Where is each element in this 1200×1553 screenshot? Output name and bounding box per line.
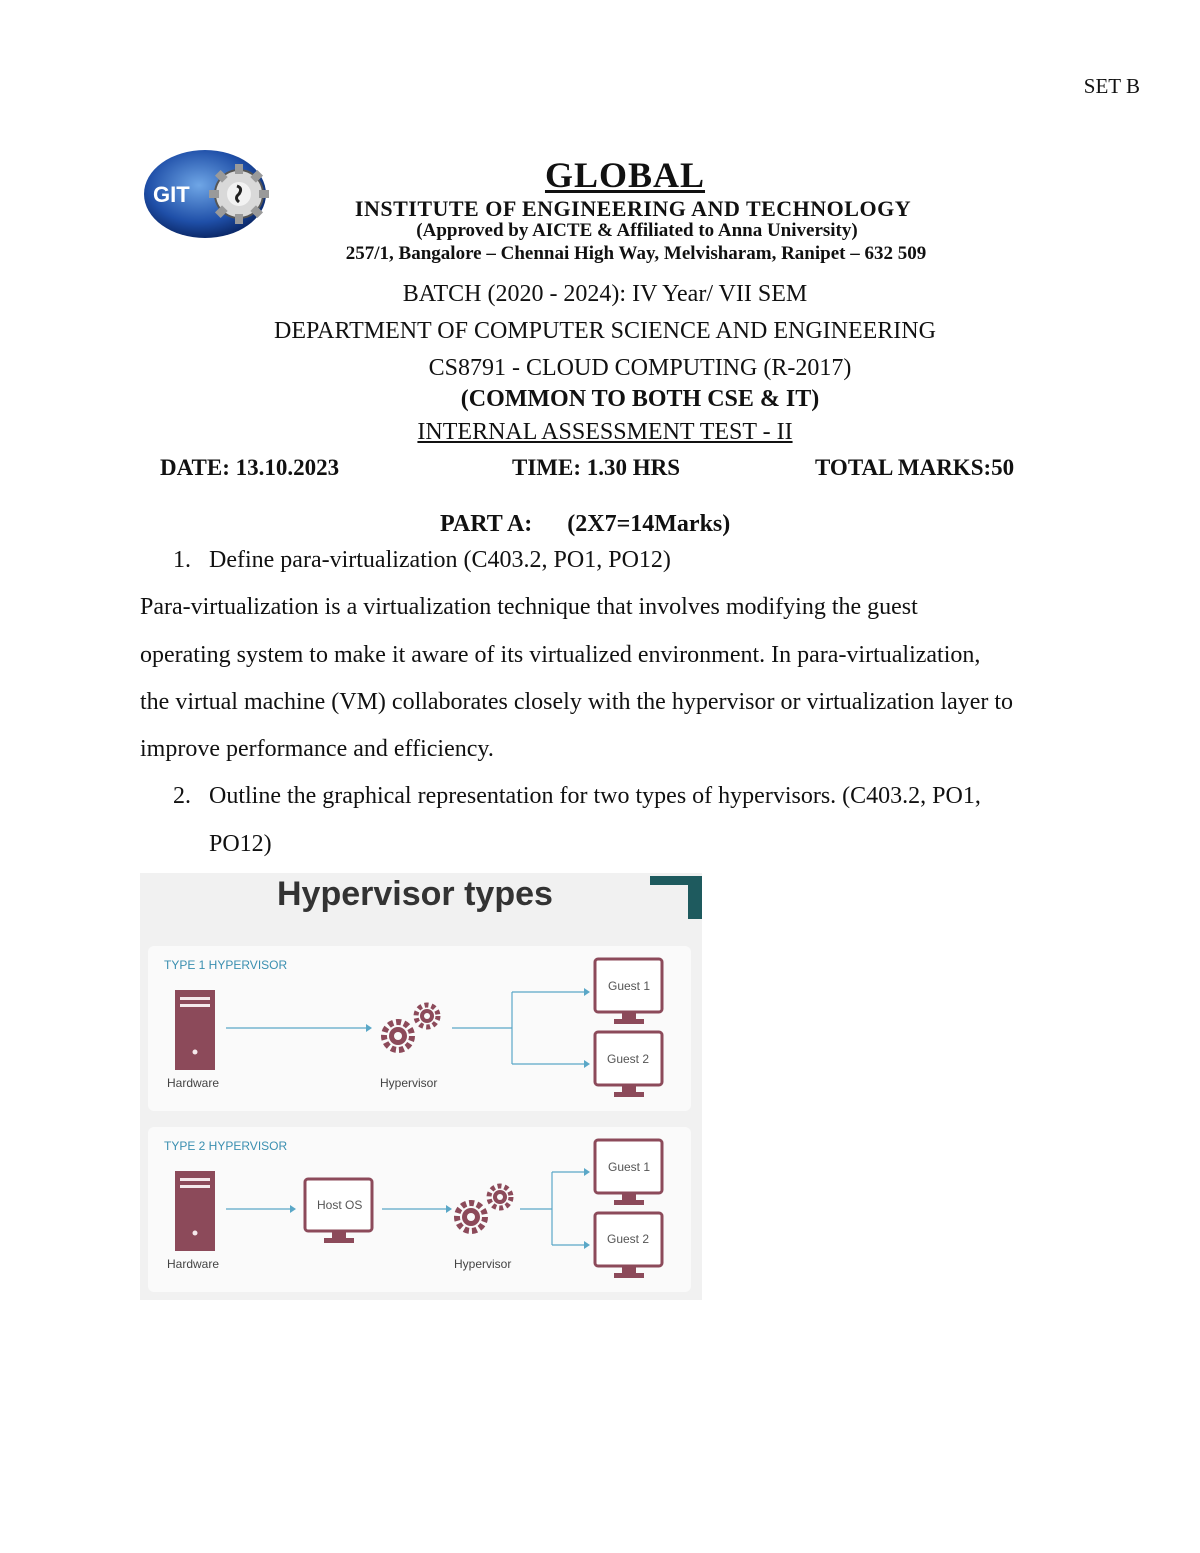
- college-name: GLOBAL: [544, 155, 706, 195]
- part-a-title: PART A:: [440, 511, 533, 537]
- part-a-heading: [440, 511, 730, 538]
- corner-bar: [650, 876, 702, 885]
- type1-heading: TYPE 1 HYPERVISOR: [164, 958, 288, 972]
- total-marks: TOTAL MARKS:50: [815, 455, 1015, 480]
- hardware-label: Hardware: [167, 1076, 220, 1090]
- guest2-label: Guest 2: [607, 1052, 650, 1066]
- answer-line: operating system to make it aware of its virtualized environment. In para-virtualization,: [140, 642, 981, 668]
- hardware-icon: [175, 1171, 215, 1251]
- part-a-marks: (2X7=14Marks): [567, 511, 731, 537]
- approval-line: (Approved by AICTE & Affiliated to Anna University): [416, 220, 858, 241]
- college-address: 257/1, Bangalore – Chennai High Way, Melvisharam, Ranipet – 632 509: [345, 243, 927, 264]
- corner-bar: [688, 885, 702, 919]
- answer-line: improve performance and efficiency.: [140, 736, 494, 762]
- exam-date: DATE: 13.10.2023: [160, 455, 340, 480]
- question-text: Define para-virtualization (C403.2, PO1, PO12): [209, 547, 671, 573]
- batch-line: BATCH (2020 - 2024): IV Year/ VII SEM: [402, 281, 808, 307]
- hardware-icon: [175, 990, 215, 1070]
- institute-name: INSTITUTE OF ENGINEERING AND TECHNOLOGY: [354, 196, 912, 221]
- diagram-title: Hypervisor types: [277, 875, 553, 913]
- question-number: 1.: [173, 547, 191, 573]
- department-line: DEPARTMENT OF COMPUTER SCIENCE AND ENGINEERING: [274, 318, 936, 344]
- hypervisor-label: Hypervisor: [454, 1257, 512, 1271]
- host-os-label: Host OS: [317, 1198, 363, 1212]
- question-text-continued: PO12): [209, 831, 272, 857]
- guest2-label: Guest 2: [607, 1232, 650, 1246]
- guest1-label: Guest 1: [608, 1160, 651, 1174]
- college-logo: [143, 148, 273, 240]
- hypervisor-types-diagram: [140, 873, 702, 1300]
- hardware-label: Hardware: [167, 1257, 220, 1271]
- set-label: SET B: [1083, 74, 1140, 98]
- exam-time: TIME: 1.30 HRS: [512, 455, 681, 480]
- course-line: CS8791 - CLOUD COMPUTING (R-2017): [428, 355, 852, 381]
- question-text: Outline the graphical representation for two types of hypervisors. (C403.2, PO1,: [209, 783, 981, 809]
- common-line: (COMMON TO BOTH CSE & IT): [460, 386, 820, 412]
- logo-text: GIT: [153, 182, 190, 207]
- question-number: 2.: [173, 783, 191, 809]
- test-title: INTERNAL ASSESSMENT TEST - II: [417, 419, 793, 445]
- answer-line: Para-virtualization is a virtualization technique that involves modifying the guest: [140, 594, 918, 620]
- type2-heading: TYPE 2 HYPERVISOR: [164, 1139, 288, 1153]
- guest1-label: Guest 1: [608, 979, 651, 993]
- answer-line: the virtual machine (VM) collaborates closely with the hypervisor or virtualization layer to: [140, 689, 1014, 715]
- hypervisor-label: Hypervisor: [380, 1076, 438, 1090]
